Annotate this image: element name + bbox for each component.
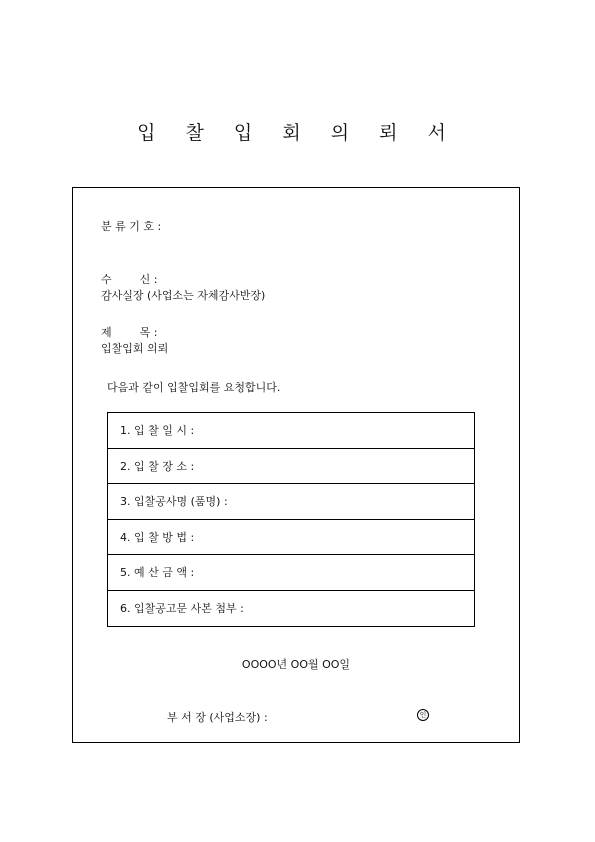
signature-line: 부 서 장 (사업소장) :: [167, 711, 268, 724]
item-row-project-name: [108, 484, 474, 520]
item-row-location: [108, 449, 474, 485]
item-label: 5. 예 산 금 액 :: [120, 566, 195, 580]
classification-label: 분 류 기 호 :: [101, 220, 162, 233]
subject-row: [87, 311, 168, 369]
subject-value: 입찰입회 의뢰: [101, 342, 169, 355]
seal-icon: 인: [417, 709, 429, 721]
item-label: 6. 입찰공고문 사본 첨부 :: [120, 602, 244, 616]
recipient-row: [87, 258, 265, 316]
item-row-attachment: [108, 591, 474, 627]
document-date: OOOO년 OO월 OO일: [241, 658, 351, 671]
intro-text: 다음과 같이 입찰입회를 요청합니다.: [107, 381, 281, 394]
recipient-label: 수 신 :: [101, 273, 158, 286]
recipient-value: 감사실장 (사업소는 자체감사반장): [101, 289, 266, 302]
item-label: 4. 입 찰 방 법 :: [120, 530, 195, 544]
document-title: 입 찰 입 회 의 뢰 서: [137, 122, 458, 144]
item-label: 1. 입 찰 일 시 :: [120, 424, 195, 438]
item-row-budget: [108, 555, 474, 591]
classification-row: [87, 205, 161, 247]
item-label: 2. 입 찰 장 소 :: [120, 459, 195, 473]
item-label: 3. 입찰공사명 (품명) :: [120, 495, 228, 509]
items-table: [107, 412, 475, 627]
subject-label: 제 목 :: [101, 326, 158, 339]
document-frame: [72, 187, 520, 743]
item-row-method: [108, 520, 474, 556]
item-row-datetime: [108, 413, 474, 449]
